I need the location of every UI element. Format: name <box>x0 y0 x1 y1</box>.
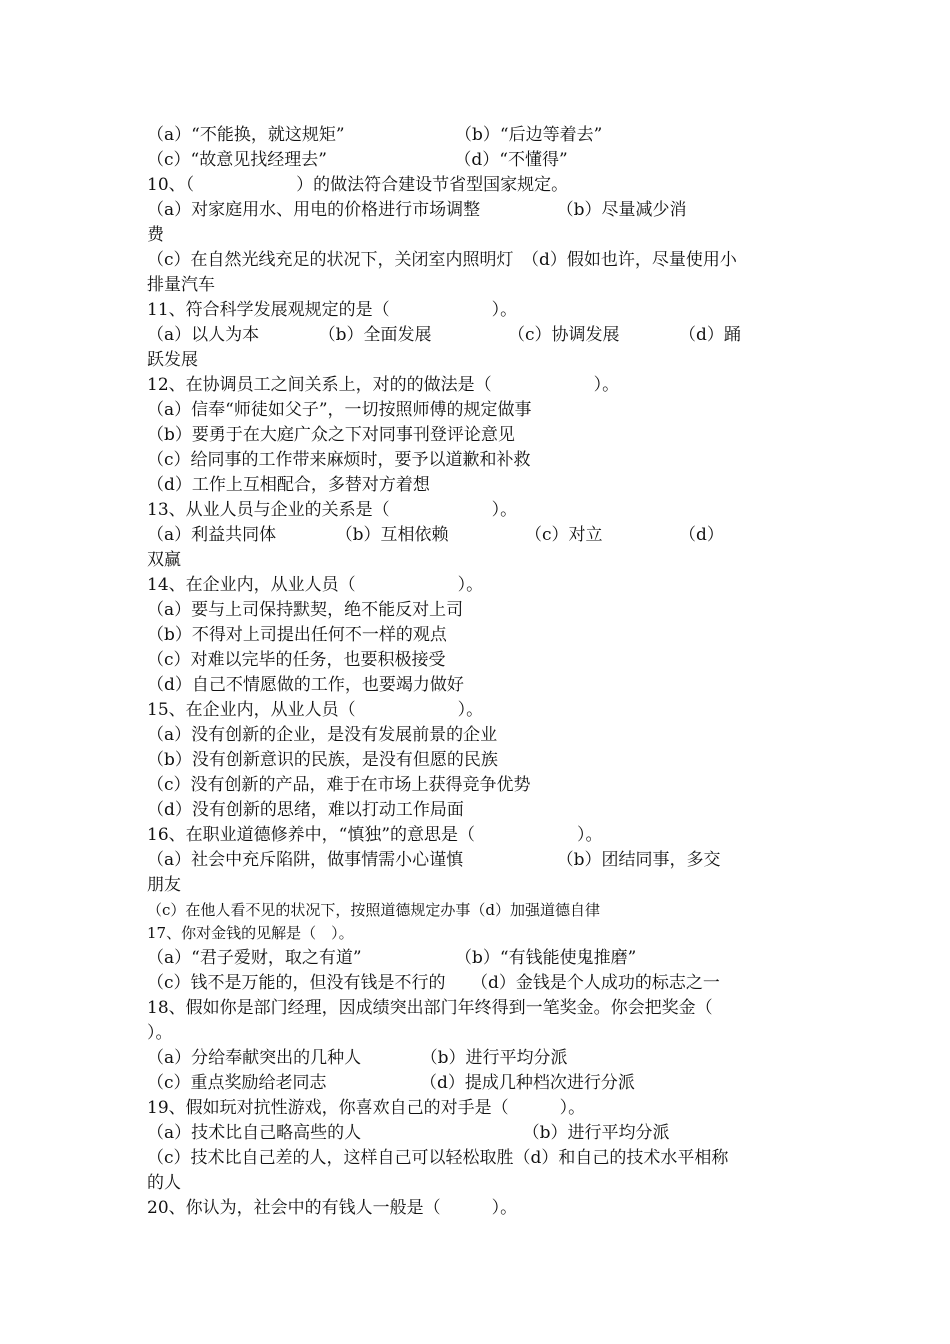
question-line: 19、假如玩对抗性游戏，你喜欢自己的对手是（ ）。 <box>147 1098 586 1118</box>
option-line: （a）分给奉献突出的几种人 （b）进行平均分派 <box>147 1048 568 1068</box>
option-line: （d）自己不情愿做的工作，也要竭力做好 <box>147 675 464 695</box>
option-line: （b）没有创新意识的民族，是没有但愿的民族 <box>147 750 498 770</box>
option-line: 费 <box>147 225 164 245</box>
question-line: 17、你对金钱的见解是（ ）。 <box>147 924 354 942</box>
question-line: 15、在企业内，从业人员（ ）。 <box>147 700 484 720</box>
option-line: （a）技术比自己略高些的人 （b）进行平均分派 <box>147 1123 670 1143</box>
question-line: 12、在协调员工之间关系上，对的的做法是（ ）。 <box>147 375 620 395</box>
option-line: （c）钱不是万能的，但没有钱是不行的 （d）金钱是个人成功的标志之一 <box>147 973 720 993</box>
question-line: 18、假如你是部门经理，因成绩突出部门年终得到一笔奖金。你会把奖金（ <box>147 998 713 1018</box>
question-line: 16、在职业道德修养中，“慎独”的意思是（ ）。 <box>147 825 603 845</box>
option-line: （a）没有创新的企业，是没有发展前景的企业 <box>147 725 498 745</box>
option-line: 的人 <box>147 1173 181 1193</box>
option-line: （b）要勇于在大庭广众之下对同事刊登评论意见 <box>147 425 515 445</box>
option-line: （c）没有创新的产品，难于在市场上获得竞争优势 <box>147 775 531 795</box>
option-line: （c）对难以完毕的任务，也要积极接受 <box>147 650 446 670</box>
option-line: （d）没有创新的思绪，难以打动工作局面 <box>147 800 464 820</box>
question-line: 13、从业人员与企业的关系是（ ）。 <box>147 500 518 520</box>
option-line: （c）“故意见找经理去” （d）“不懂得” <box>147 150 568 170</box>
question-line: 11、符合科学发展观规定的是（ ）。 <box>147 300 518 320</box>
option-line: （c）给同事的工作带来麻烦时，要予以道歉和补救 <box>147 450 531 470</box>
option-line: （a）利益共同体 （b）互相依赖 （c）对立 （d） <box>147 525 724 545</box>
option-line: （a）信奉“师徒如父子”，一切按照师傅的规定做事 <box>147 400 532 420</box>
option-line: 排量汽车 <box>147 275 215 295</box>
option-line: （c）重点奖励给老同志 （d）提成几种档次进行分派 <box>147 1073 635 1093</box>
option-line: （a）要与上司保持默契，绝不能反对上司 <box>147 600 464 620</box>
option-line: （c）在他人看不见的状况下，按照道德规定办事（d）加强道德自律 <box>147 901 601 919</box>
option-line: （b）不得对上司提出任何不一样的观点 <box>147 625 447 645</box>
option-line: （c）在自然光线充足的状况下，关闭室内照明灯 （d）假如也许，尽量使用小 <box>147 250 737 270</box>
question-line: 10、（ ）的做法符合建设节省型国家规定。 <box>147 175 569 195</box>
option-line: （a）“不能换，就这规矩” （b）“后边等着去” <box>147 125 603 145</box>
option-line: （a）社会中充斥陷阱，做事情需小心谨慎 （b）团结同事，多交 <box>147 850 721 870</box>
question-line: ）。 <box>147 1023 173 1043</box>
option-line: （c）技术比自己差的人，这样自己可以轻松取胜（d）和自己的技术水平相称 <box>147 1148 729 1168</box>
question-line: 20、你认为，社会中的有钱人一般是（ ）。 <box>147 1198 518 1218</box>
option-line: 跃发展 <box>147 350 198 370</box>
question-line: 14、在企业内，从业人员（ ）。 <box>147 575 484 595</box>
option-line: （a）“君子爱财，取之有道” （b）“有钱能使鬼推磨” <box>147 948 637 968</box>
option-line: 双赢 <box>147 550 181 570</box>
option-line: （d）工作上互相配合，多替对方着想 <box>147 475 430 495</box>
option-line: 朋友 <box>147 875 181 895</box>
option-line: （a）对家庭用水、用电的价格进行市场调整 （b）尽量减少消 <box>147 200 687 220</box>
option-line: （a）以人为本 （b）全面发展 （c）协调发展 （d）踊 <box>147 325 741 345</box>
